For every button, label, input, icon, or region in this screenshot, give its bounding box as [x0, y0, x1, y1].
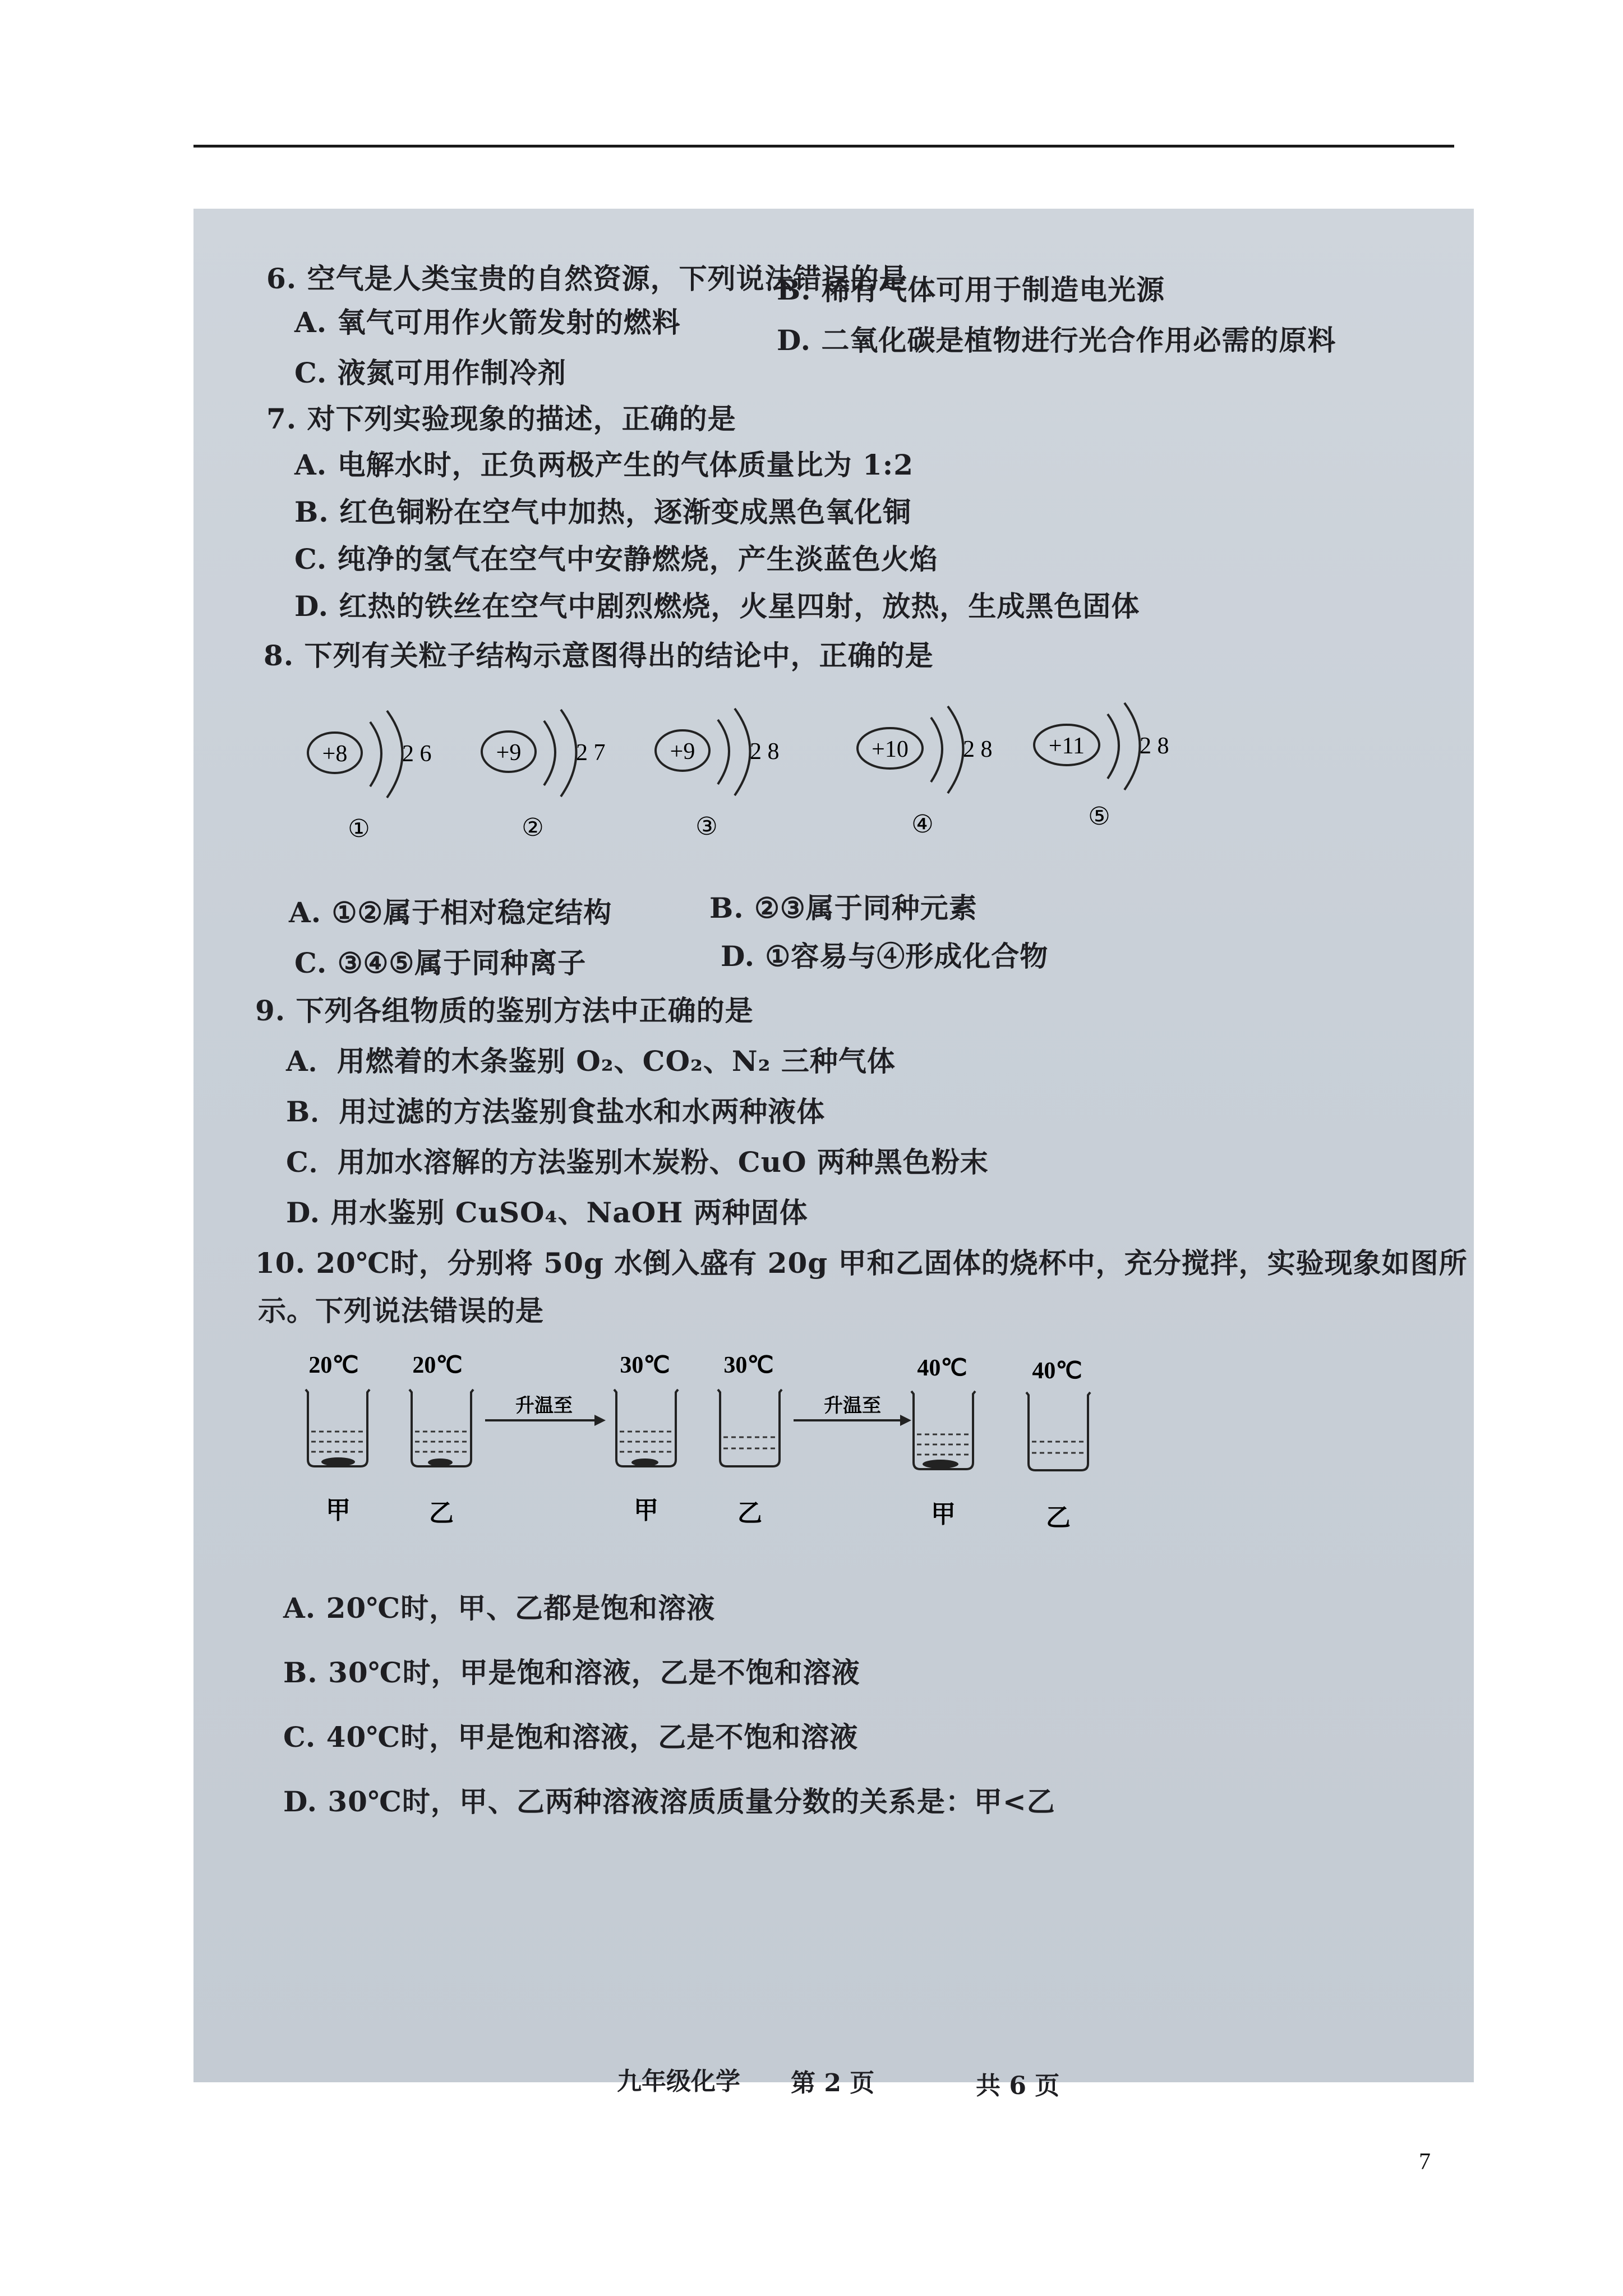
beaker-2 — [409, 1389, 473, 1466]
q6-option-a: A. 氧气可用作火箭发射的燃料 — [294, 306, 681, 339]
footer-total: 共 6 页 — [976, 2072, 1060, 2100]
q9-option-a: A．用燃着的木条鉴别 O₂、CO₂、N₂ 三种气体 — [286, 1045, 896, 1078]
heat-arrow-2 — [794, 1395, 911, 1426]
atom-1-nucleus: +8 — [322, 741, 348, 767]
beaker-1-temp: 20℃ — [308, 1352, 359, 1378]
q9-option-b: B．用过滤的方法鉴别食盐水和水两种液体 — [286, 1095, 826, 1128]
beaker-3 — [614, 1389, 678, 1466]
beaker-4 — [718, 1389, 782, 1466]
q9-stem: 9. 下列各组物质的鉴别方法中正确的是 — [255, 994, 754, 1027]
atom-5-label: ⑤ — [1088, 802, 1110, 831]
atom-4-label: ④ — [911, 810, 934, 839]
heat-arrow-2-label: 升温至 — [824, 1395, 881, 1417]
q10-option-c: C. 40℃时，甲是饱和溶液，乙是不饱和溶液 — [283, 1720, 859, 1754]
top-rule — [193, 145, 1454, 148]
beaker-diagram — [300, 1347, 1253, 1533]
q8-option-b: B. ②③属于同种元素 — [709, 891, 978, 924]
atom-5-nucleus: +11 — [1048, 733, 1085, 759]
document-page-number: 7 — [1419, 2149, 1431, 2175]
heat-arrow-1 — [485, 1395, 606, 1426]
beaker-5-name: 甲 — [931, 1500, 956, 1529]
q8-option-d: D. ①容易与④形成化合物 — [721, 940, 1049, 973]
q6-option-d: D. 二氧化碳是植物进行光合作用必需的原料 — [777, 324, 1336, 357]
q7-option-a: A. 电解水时，正负两极产生的气体质量比为 1:2 — [294, 448, 914, 481]
atom-2-label: ② — [522, 813, 544, 842]
q7-option-d: D. 红热的铁丝在空气中剧烈燃烧，火星四射，放热，生成黑色固体 — [294, 590, 1140, 623]
beaker-2-name: 乙 — [429, 1499, 454, 1527]
beaker-5 — [911, 1391, 975, 1469]
atom-1-label: ① — [348, 815, 370, 843]
atom-5-shells: 2 8 — [1140, 733, 1169, 759]
beaker-6-name: 乙 — [1046, 1503, 1071, 1532]
atom-structure-diagrams — [306, 702, 1399, 848]
q8-option-c: C. ③④⑤属于同种离子 — [294, 946, 587, 979]
q9-option-d: D. 用水鉴别 CuSO₄、NaOH 两种固体 — [286, 1196, 808, 1229]
beaker-5-temp: 40℃ — [917, 1355, 967, 1381]
q8-option-a: A. ①②属于相对稳定结构 — [289, 896, 612, 929]
beaker-4-temp: 30℃ — [723, 1352, 774, 1378]
q7-stem: 7. 对下列实验现象的描述，正确的是 — [266, 402, 736, 435]
atom-diagram-5 — [1034, 703, 1169, 831]
q6-option-c: C. 液氮可用作制冷剂 — [294, 356, 566, 389]
footer-subject: 九年级化学 — [617, 2067, 740, 2096]
beaker-4-name: 乙 — [737, 1499, 762, 1527]
beaker-1-name: 甲 — [326, 1496, 351, 1525]
q9-option-c: C．用加水溶解的方法鉴别木炭粉、CuO 两种黑色粉末 — [286, 1145, 989, 1179]
heat-arrow-1-label: 升温至 — [515, 1395, 573, 1417]
atom-diagram-1 — [308, 711, 432, 843]
atom-2-shells: 2 7 — [576, 740, 606, 766]
atom-4-shells: 2 8 — [963, 737, 993, 762]
beaker-1 — [306, 1389, 370, 1466]
atom-4-nucleus: +10 — [872, 737, 909, 762]
q10-stem-line1: 10. 20℃时，分别将 50g 水倒入盛有 20g 甲和乙固体的烧杯中，充分搅拌，实验现象如图所 — [255, 1246, 1468, 1280]
q6-option-b: B. 稀有气体可用于制造电光源 — [777, 273, 1165, 306]
q7-option-c: C. 纯净的氢气在空气中安静燃烧，产生淡蓝色火焰 — [294, 542, 938, 576]
beaker-6-temp: 40℃ — [1032, 1358, 1082, 1384]
beaker-3-temp: 30℃ — [620, 1352, 670, 1378]
atom-3-label: ③ — [695, 812, 718, 841]
q6-stem: 6. 空气是人类宝贵的自然资源，下列说法错误的是 — [266, 262, 908, 295]
beaker-2-temp: 20℃ — [412, 1352, 463, 1378]
q10-stem-line2: 示。下列说法错误的是 — [258, 1294, 544, 1327]
q8-stem: 8. 下列有关粒子结构示意图得出的结论中，正确的是 — [264, 639, 934, 672]
beaker-3-name: 甲 — [634, 1496, 658, 1525]
atom-1-shells: 2 6 — [402, 741, 432, 767]
q7-option-b: B. 红色铜粉在空气中加热，逐渐变成黑色氧化铜 — [294, 495, 912, 528]
scanned-exam-page — [193, 209, 1474, 2100]
q10-option-b: B. 30℃时，甲是饱和溶液，乙是不饱和溶液 — [283, 1656, 860, 1689]
q10-option-a: A. 20℃时，甲、乙都是饱和溶液 — [283, 1591, 716, 1625]
footer-page: 第 2 页 — [791, 2069, 875, 2097]
q10-option-d: D. 30℃时，甲、乙两种溶液溶质质量分数的关系是：甲<乙 — [283, 1785, 1055, 1818]
atom-diagram-4 — [857, 706, 993, 839]
atom-2-nucleus: +9 — [496, 740, 522, 766]
atom-3-nucleus: +9 — [670, 739, 695, 765]
atom-3-shells: 2 8 — [750, 739, 780, 765]
atom-diagram-3 — [656, 708, 780, 841]
atom-diagram-2 — [482, 710, 606, 842]
beaker-6 — [1026, 1392, 1090, 1470]
